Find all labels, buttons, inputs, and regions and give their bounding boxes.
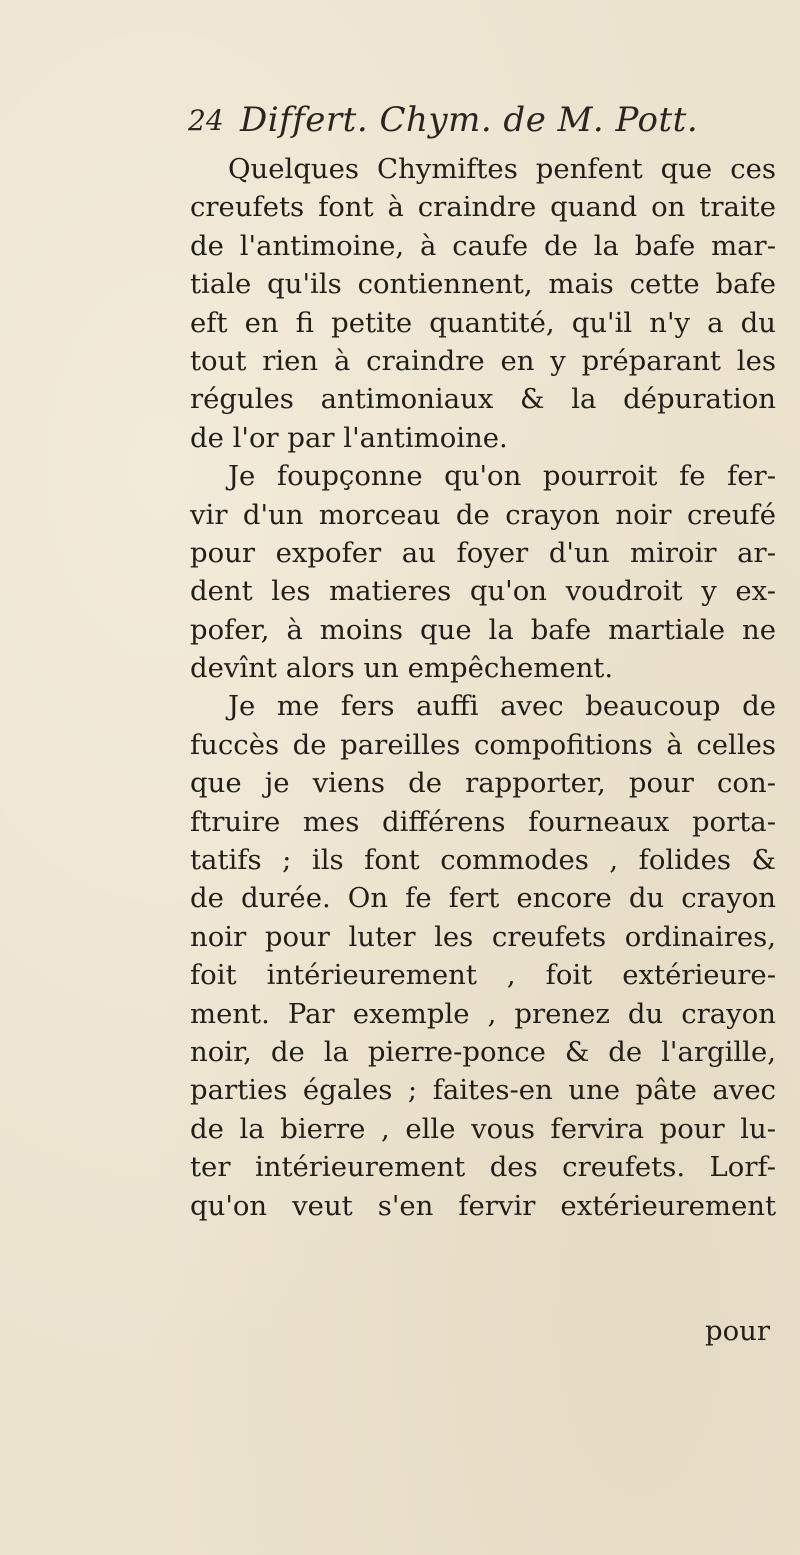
text-line: tiale qu'ils contiennent, mais cette bafe (190, 268, 776, 301)
text-line: qu'on veut s'en fervir extérieurement (190, 1189, 776, 1222)
text-line: Quelques Chymiftes penfent que ces (228, 153, 776, 185)
text-line: ftruire mes différens fourneaux porta- (190, 805, 776, 838)
text-line: de l'or par l'antimoine. (190, 421, 508, 454)
text-line: creufets font à craindre quand on traite (190, 191, 776, 224)
page-header (188, 100, 748, 152)
text-line: vir d'un morceau de crayon noir creufé (190, 498, 776, 531)
text-line: de durée. On fe fert encore du crayon (190, 882, 776, 915)
running-head: Differt. Chym. de M. Pott. (240, 100, 699, 140)
page-number: 24 (188, 104, 224, 137)
text-line: noir, de la pierre-ponce & de l'argille, (190, 1035, 776, 1068)
text-line: Je me fers auffi avec beaucoup de (228, 690, 776, 723)
text-line: noir pour luter les creufets ordinaires, (190, 920, 776, 953)
body-text (190, 150, 776, 1225)
text-line: de l'antimoine, à caufe de la bafe mar- (190, 229, 776, 262)
text-line: ment. Par exemple , prenez du crayon (190, 997, 776, 1030)
catchword: pour (704, 1315, 770, 1347)
text-line: que je viens de rapporter, pour con- (190, 767, 776, 800)
text-line: foit intérieurement , foit extérieure- (190, 959, 776, 992)
text-line: parties égales ; faites-en une pâte avec (190, 1074, 776, 1107)
text-line: Je foupçonne qu'on pourroit fe fer- (228, 460, 776, 493)
text-line: dent les matieres qu'on voudroit y ex- (190, 575, 776, 608)
text-line: eft en fi petite quantité, qu'il n'y a du (190, 306, 776, 339)
text-line: pofer, à moins que la bafe martiale ne (190, 613, 776, 646)
text-line: régules antimoniaux & la dépuration (190, 383, 776, 416)
text-line: tout rien à craindre en y préparant les (190, 344, 776, 377)
text-line: pour expofer au foyer d'un miroir ar- (190, 536, 776, 569)
text-line: devînt alors un empêchement. (190, 652, 614, 685)
text-line: ter intérieurement des creufets. Lorf- (190, 1151, 776, 1184)
text-line: de la bierre , elle vous fervira pour lu- (190, 1112, 776, 1145)
text-line: fuccès de pareilles compofitions à celles (190, 728, 776, 761)
text-line: tatifs ; ils font commodes , folides & (190, 844, 776, 877)
